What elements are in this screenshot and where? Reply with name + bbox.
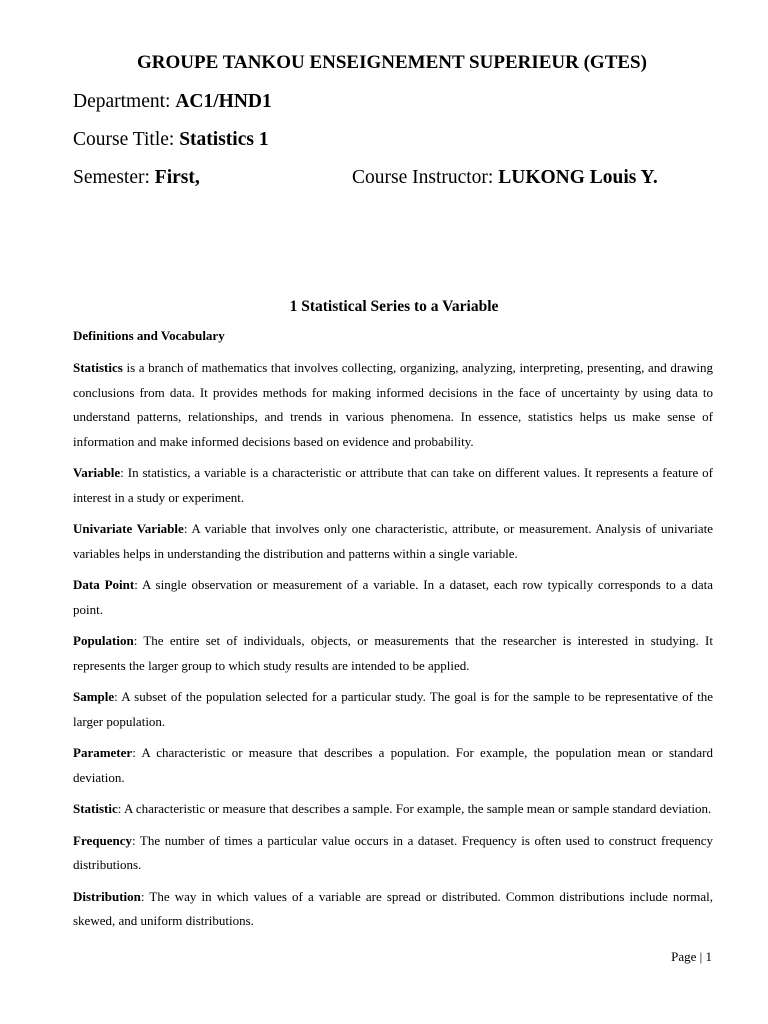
definition-sep: :	[132, 745, 142, 760]
definition-sep: :	[131, 832, 140, 848]
definition-sep: :	[133, 633, 144, 648]
definition-term: Statistic	[73, 801, 118, 816]
definition-text: The number of times a particular value occurs in a dataset. Frequency is often used to construct frequency distributions.	[73, 832, 713, 872]
department-value: AC1/HND1	[175, 91, 272, 112]
definition-distribution	[73, 885, 713, 934]
instructor-label: Course Instructor:	[352, 167, 499, 188]
definition-term: Frequency	[73, 832, 132, 848]
institution-heading: GROUPE TANKOU ENSEIGNEMENT SUPERIEUR (GTES)	[137, 52, 647, 73]
definition-text: The way in which values of a variable are spread or distributed. Common distributions include normal, skewed, and uniform distributions.	[73, 888, 713, 928]
definition-sep: :	[114, 689, 122, 704]
definition-sep: :	[134, 577, 142, 592]
definition-term: Variable	[73, 465, 121, 480]
definition-term: Distribution	[73, 888, 141, 904]
definition-text: is a branch of mathematics that involves collecting, organizing, analyzing, interpreting, presenting, and drawing conclusions from data. It provides methods for making informed decisions in the face of uncertainty by using data to understand patterns, relationships, and trends in various phenomena. In essence, statistics helps us make sense of information and make informed decisions based on evidence and probability.	[73, 360, 713, 449]
course-title-label: Course Title:	[73, 129, 180, 150]
page-number: Page | 1	[671, 949, 712, 964]
definition-data-point	[73, 573, 713, 622]
definitions-list	[73, 356, 713, 941]
definition-term: Sample	[73, 689, 115, 704]
definition-text: The entire set of individuals, objects, or measurements that the researcher is interested in studying. It represents the larger group to which study results are intended to be applied.	[73, 633, 713, 673]
definition-text: In statistics, a variable is a characteristic or attribute that can take on different values. It represents a feature of interest in a study or experiment.	[73, 465, 713, 505]
definition-text: A characteristic or measure that describes a population. For example, the population mean or standard deviation.	[73, 745, 713, 785]
definition-sep: :	[117, 801, 124, 816]
definition-sep: :	[120, 465, 128, 480]
course-title-line	[73, 129, 269, 151]
definition-statistic	[73, 797, 713, 822]
section-title: 1 Statistical Series to a Variable	[289, 298, 499, 315]
semester-label: Semester:	[73, 167, 155, 188]
definition-term: Data Point	[73, 577, 135, 592]
definition-frequency	[73, 829, 713, 878]
definition-sample	[73, 685, 713, 734]
instructor-line	[352, 167, 658, 189]
definition-population	[73, 629, 713, 678]
definition-variable	[73, 461, 713, 510]
instructor-value: LUKONG Louis Y.	[498, 167, 658, 188]
definition-text: A variable that involves only one characteristic, attribute, or measurement. Analysis of univariate variables helps in understanding the distribution and patterns within a single variable.	[73, 521, 713, 561]
section-subheading: Definitions and Vocabulary	[73, 328, 225, 343]
definition-term: Statistics	[73, 360, 123, 375]
department-label: Department:	[73, 91, 176, 112]
definition-term: Parameter	[73, 745, 133, 760]
definition-term: Univariate Variable	[73, 521, 184, 536]
department-line	[73, 91, 272, 113]
course-title-value: Statistics 1	[179, 129, 269, 150]
definition-univariate-variable	[73, 517, 713, 566]
definition-text: A characteristic or measure that describes a sample. For example, the sample mean or sample standard deviation.	[123, 801, 712, 816]
definition-parameter	[73, 741, 713, 790]
semester-line	[73, 167, 200, 189]
definition-term: Population	[73, 633, 134, 648]
definition-text: A subset of the population selected for a particular study. The goal is for the sample to be representative of the larger population.	[73, 689, 713, 729]
definition-text: A single observation or measurement of a variable. In a dataset, each row typically corresponds to a data point.	[73, 577, 713, 617]
semester-value: First,	[154, 167, 200, 188]
definition-sep: :	[140, 888, 150, 904]
definition-statistics	[73, 356, 713, 454]
definition-sep: :	[183, 521, 192, 536]
